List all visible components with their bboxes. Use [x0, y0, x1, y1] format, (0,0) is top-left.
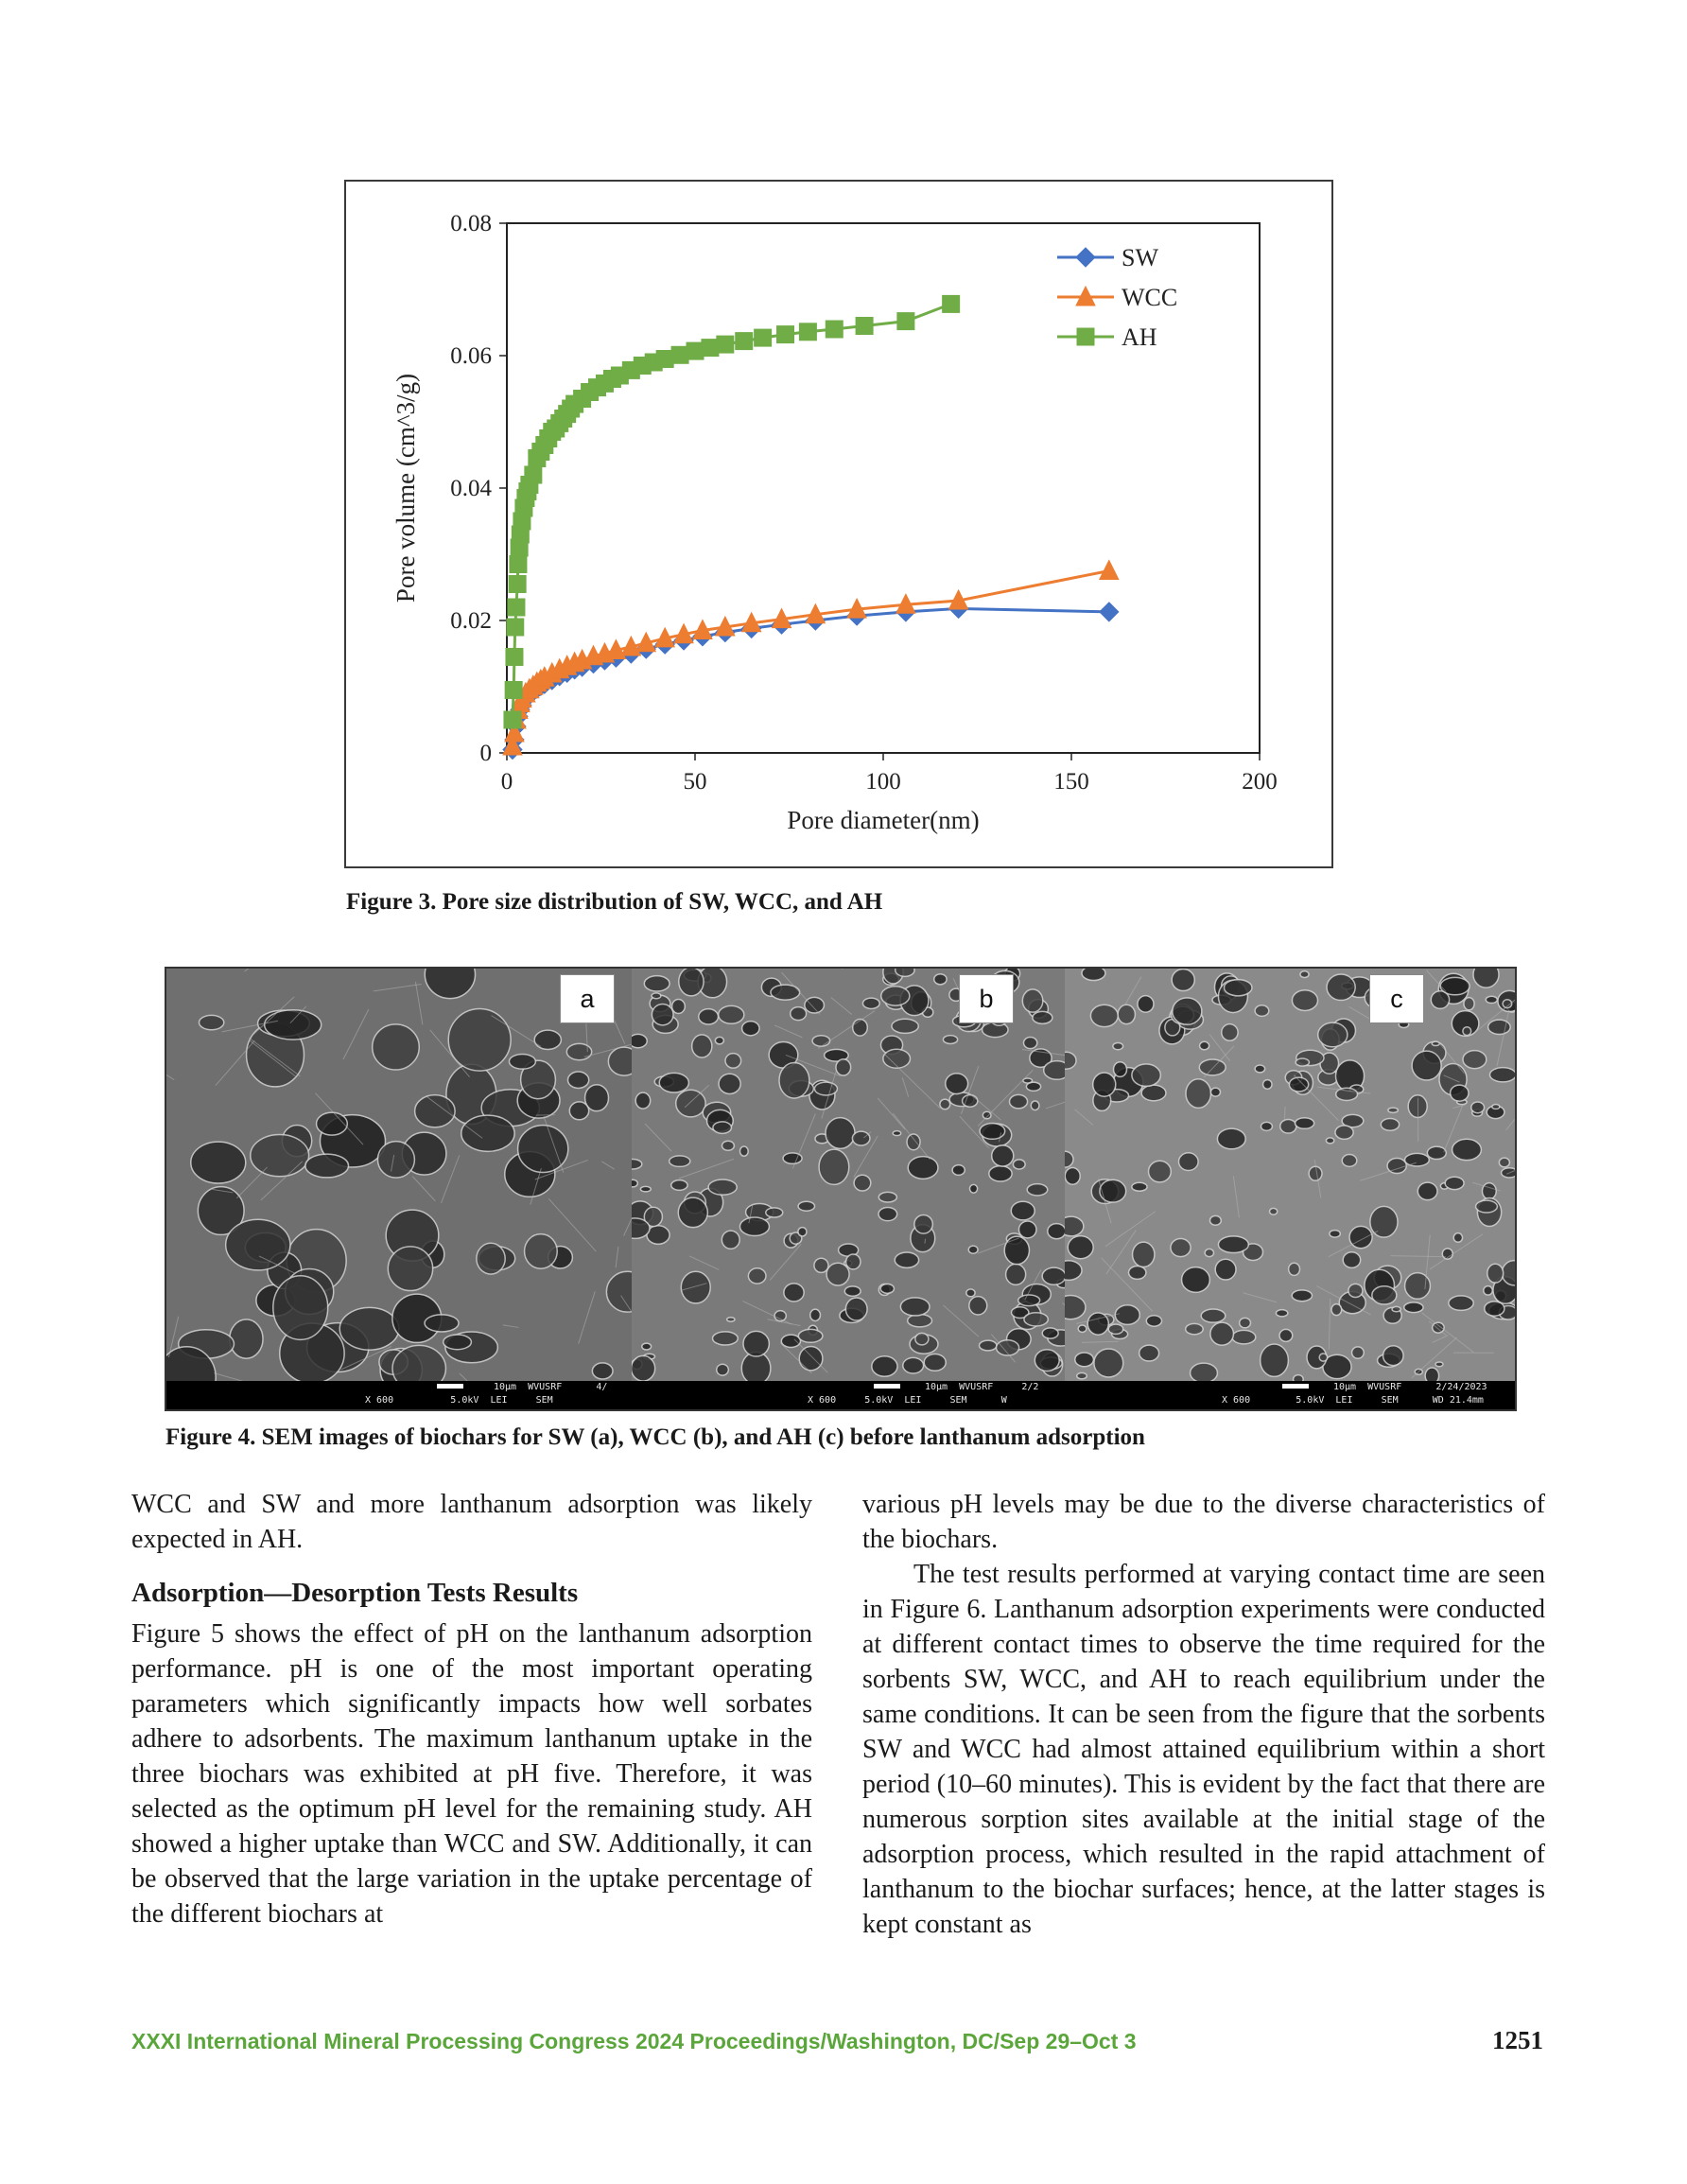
left-paragraph-1: WCC and SW and more lanthanum adsorption was likely expected in AH.	[131, 1490, 812, 1554]
panel-label-c: c	[1369, 974, 1424, 1023]
x-tick-label: 0	[500, 769, 513, 795]
section-heading: Adsorption—Desorption Tests Results	[131, 1578, 579, 1608]
pore-size-chart	[344, 180, 1333, 868]
y-tick-label: 0	[479, 741, 492, 766]
y-tick-label: 0.06	[450, 343, 492, 369]
footer-conference-text: XXXI International Mineral Processing Congress 2024 Proceedings/Washington, DC/Sep 29–Oct 3	[131, 2029, 1137, 2053]
data-point-ah	[505, 682, 522, 699]
sem-info-c-line2: X 600 5.0kV LEI SEM WD 21.4mm	[1222, 1395, 1484, 1406]
data-point-ah	[777, 326, 794, 343]
left-paragraph-2: Figure 5 shows the effect of pH on the lanthanum adsorption performance. pH is one of the most important operating parameters which significantly impacts how well sorbates adhere to adsorbents. The maximum lanthanum uptake in the three biochars was exhibited at pH five. Therefore, it was selected as the optimum pH level for the remaining study. AH showed a higher uptake than WCC and SW. Additionally, it can be observed that the large variation in the uptake percentage of the different biochars at	[131, 1619, 812, 1929]
x-axis-label: Pore diameter(nm)	[787, 806, 980, 834]
sem-info-a-line2: X 600 5.0kV LEI SEM	[365, 1395, 553, 1406]
scale-bar-a	[437, 1384, 463, 1389]
panel-label-a: a	[560, 974, 615, 1023]
data-point-ah	[507, 619, 524, 636]
figure-3-caption: Figure 3. Pore size distribution of SW, WCC, and AH	[346, 889, 883, 915]
sem-info-a-line1: 10µm WVUSRF 4/	[494, 1382, 608, 1392]
sem-texture-c	[1065, 969, 1517, 1381]
sem-info-strip-c	[1065, 1381, 1517, 1411]
data-point-ah	[510, 556, 527, 573]
x-tick-label: 100	[865, 769, 901, 795]
x-tick-label: 150	[1053, 769, 1089, 795]
figure-4-caption: Figure 4. SEM images of biochars for SW (a), WCC (b), and AH (c) before lanthanum adsorption	[165, 1424, 1145, 1450]
sem-info-b-line2: X 600 5.0kV LEI SEM W	[808, 1395, 1007, 1406]
y-tick-label: 0.08	[450, 211, 492, 236]
data-point-ah	[508, 599, 525, 616]
sem-image-figure	[165, 967, 1517, 1411]
series-line-sw	[513, 608, 1109, 749]
data-point-ah	[826, 321, 843, 338]
sem-info-strip-b	[632, 1381, 1065, 1411]
right-paragraph-1: various pH levels may be due to the diverse characteristics of the biochars.	[862, 1490, 1545, 1554]
sem-texture-b	[632, 969, 1065, 1381]
legend-marker-ah	[1077, 328, 1094, 345]
legend-label-wcc: WCC	[1122, 284, 1178, 311]
data-point-ah	[656, 351, 673, 368]
data-point-ah	[671, 346, 688, 363]
sem-info-b-line1: 10µm WVUSRF 2/2	[925, 1382, 1039, 1392]
data-point-ah	[799, 323, 816, 341]
data-point-ah	[717, 336, 734, 353]
x-tick-label: 50	[683, 769, 707, 795]
x-tick-label: 200	[1242, 769, 1278, 795]
sem-texture-a	[166, 969, 632, 1381]
scale-bar-b	[874, 1384, 900, 1389]
y-tick-label: 0.02	[450, 608, 492, 634]
sem-info-c-line1: 10µm WVUSRF 2/24/2023	[1333, 1382, 1487, 1392]
page-number: 1251	[1492, 2026, 1543, 2054]
panel-label-b: b	[959, 974, 1014, 1023]
data-point-ah	[897, 313, 914, 330]
right-paragraph-2: The test results performed at varying contact time are seen in Figure 6. Lanthanum adsorption experiments were conducted at different contact times to observe the time required for the sorbents SW, WCC, and AH to reach equilibrium under the same conditions. It can be seen from the figure that the sorbents SW and WCC had almost attained equilibrium within a short period (10–60 minutes). This is evident by the fact that there are numerous sorption sites available at the initial stage of the adsorption process, which resulted in the rapid attachment of lanthanum to the biochar surfaces; hence, at the latter stages is kept constant as	[862, 1560, 1545, 1939]
data-point-ah	[702, 340, 719, 357]
data-point-ah	[736, 333, 753, 350]
left-column	[131, 1487, 812, 1931]
data-point-ah	[755, 329, 772, 346]
chart-canvas	[346, 182, 1331, 866]
data-point-sw	[1100, 603, 1119, 621]
data-point-ah	[509, 576, 526, 593]
sem-info-strip-a	[166, 1381, 632, 1411]
sem-image-a	[166, 969, 632, 1381]
right-column	[862, 1487, 1545, 1942]
legend-marker-sw	[1076, 248, 1095, 267]
data-point-ah	[504, 711, 521, 728]
data-point-ah	[856, 318, 873, 335]
data-point-ah	[943, 295, 960, 312]
data-point-ah	[506, 649, 523, 666]
y-tick-label: 0.04	[450, 476, 492, 501]
scale-bar-c	[1282, 1384, 1309, 1389]
data-point-wcc	[1100, 561, 1119, 580]
data-point-ah	[525, 466, 542, 483]
legend-label-sw: SW	[1122, 244, 1158, 271]
sem-image-b	[632, 969, 1065, 1381]
sem-image-c	[1065, 969, 1517, 1381]
data-point-ah	[687, 342, 704, 359]
legend-label-ah: AH	[1122, 323, 1157, 351]
y-axis-label: Pore volume (cm^3/g)	[391, 373, 420, 603]
